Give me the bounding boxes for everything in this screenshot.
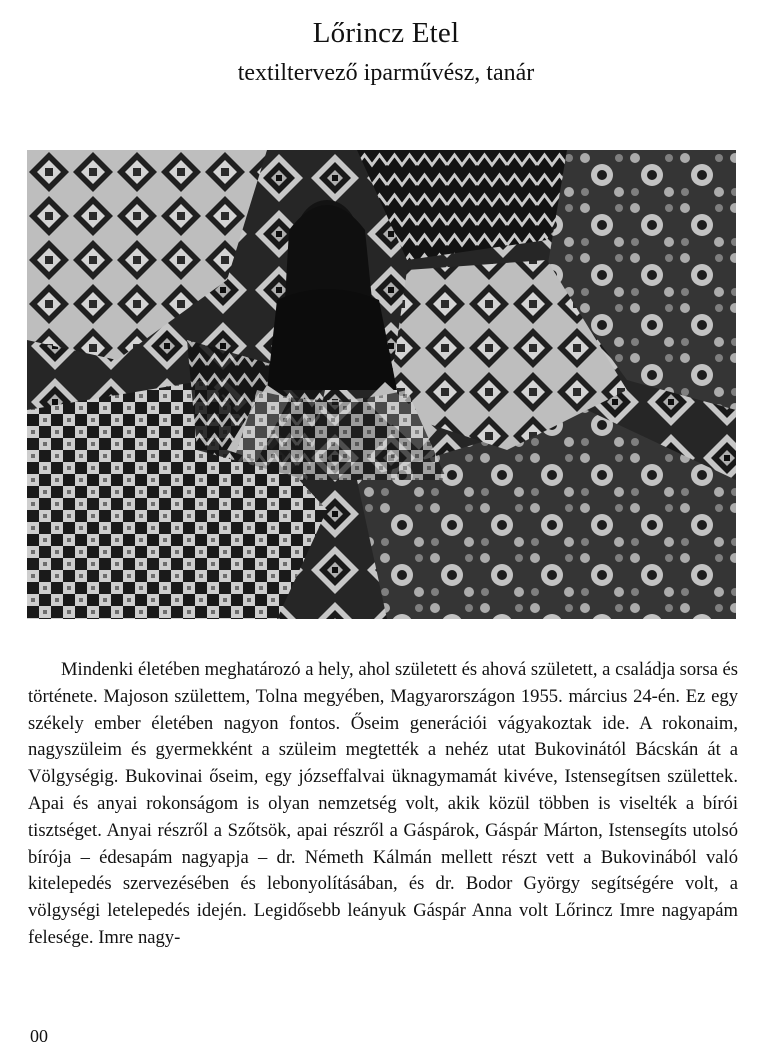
woven-rugs-photo-icon	[27, 150, 736, 619]
page-title: Lőrincz Etel	[312, 17, 460, 49]
page-subtitle: textiltervező iparművész, tanár	[237, 60, 535, 86]
rug-photo	[27, 150, 736, 619]
page-number-fragment: 00	[30, 1026, 48, 1046]
body-paragraph: Mindenki életében meghatározó a hely, ahol született és ahová született, a családja sorsa és története. Majoson születtem, Tolna megyében, Magyarországon 1955. március 24-én. Ez egy székely ember életében nagyon fontos. Őseim generációi vágyakoztak ide. A rokonaim, nagyszüleim és gyermekként a szüleim megtették a nehéz utat Bukovinától Bácskán át a Völgységig. Bukovinai őseim, egy józseffalvai üknagymamát kivéve, Istensegítsen születtek. Apai és anyai rokonságom is olyan nemzetség volt, akik közül többen is viselték a bírói tisztséget. Anyai részről a Szőtsök, apai részről a Gáspárok, Gáspár Márton, Istensegíts utolsó bírója – édesapám nagyapja – dr. Németh Kálmán mellett részt vett a Bukovinából való kitelepedés szervezésében és lebonyolításában, és dr. Bodor György segítségére volt, a völgységi letelepedés idején. Legidősebb leányuk Gáspár Anna volt Lőrincz Imre nagyapám felesége. Imre nagy-	[28, 659, 738, 948]
